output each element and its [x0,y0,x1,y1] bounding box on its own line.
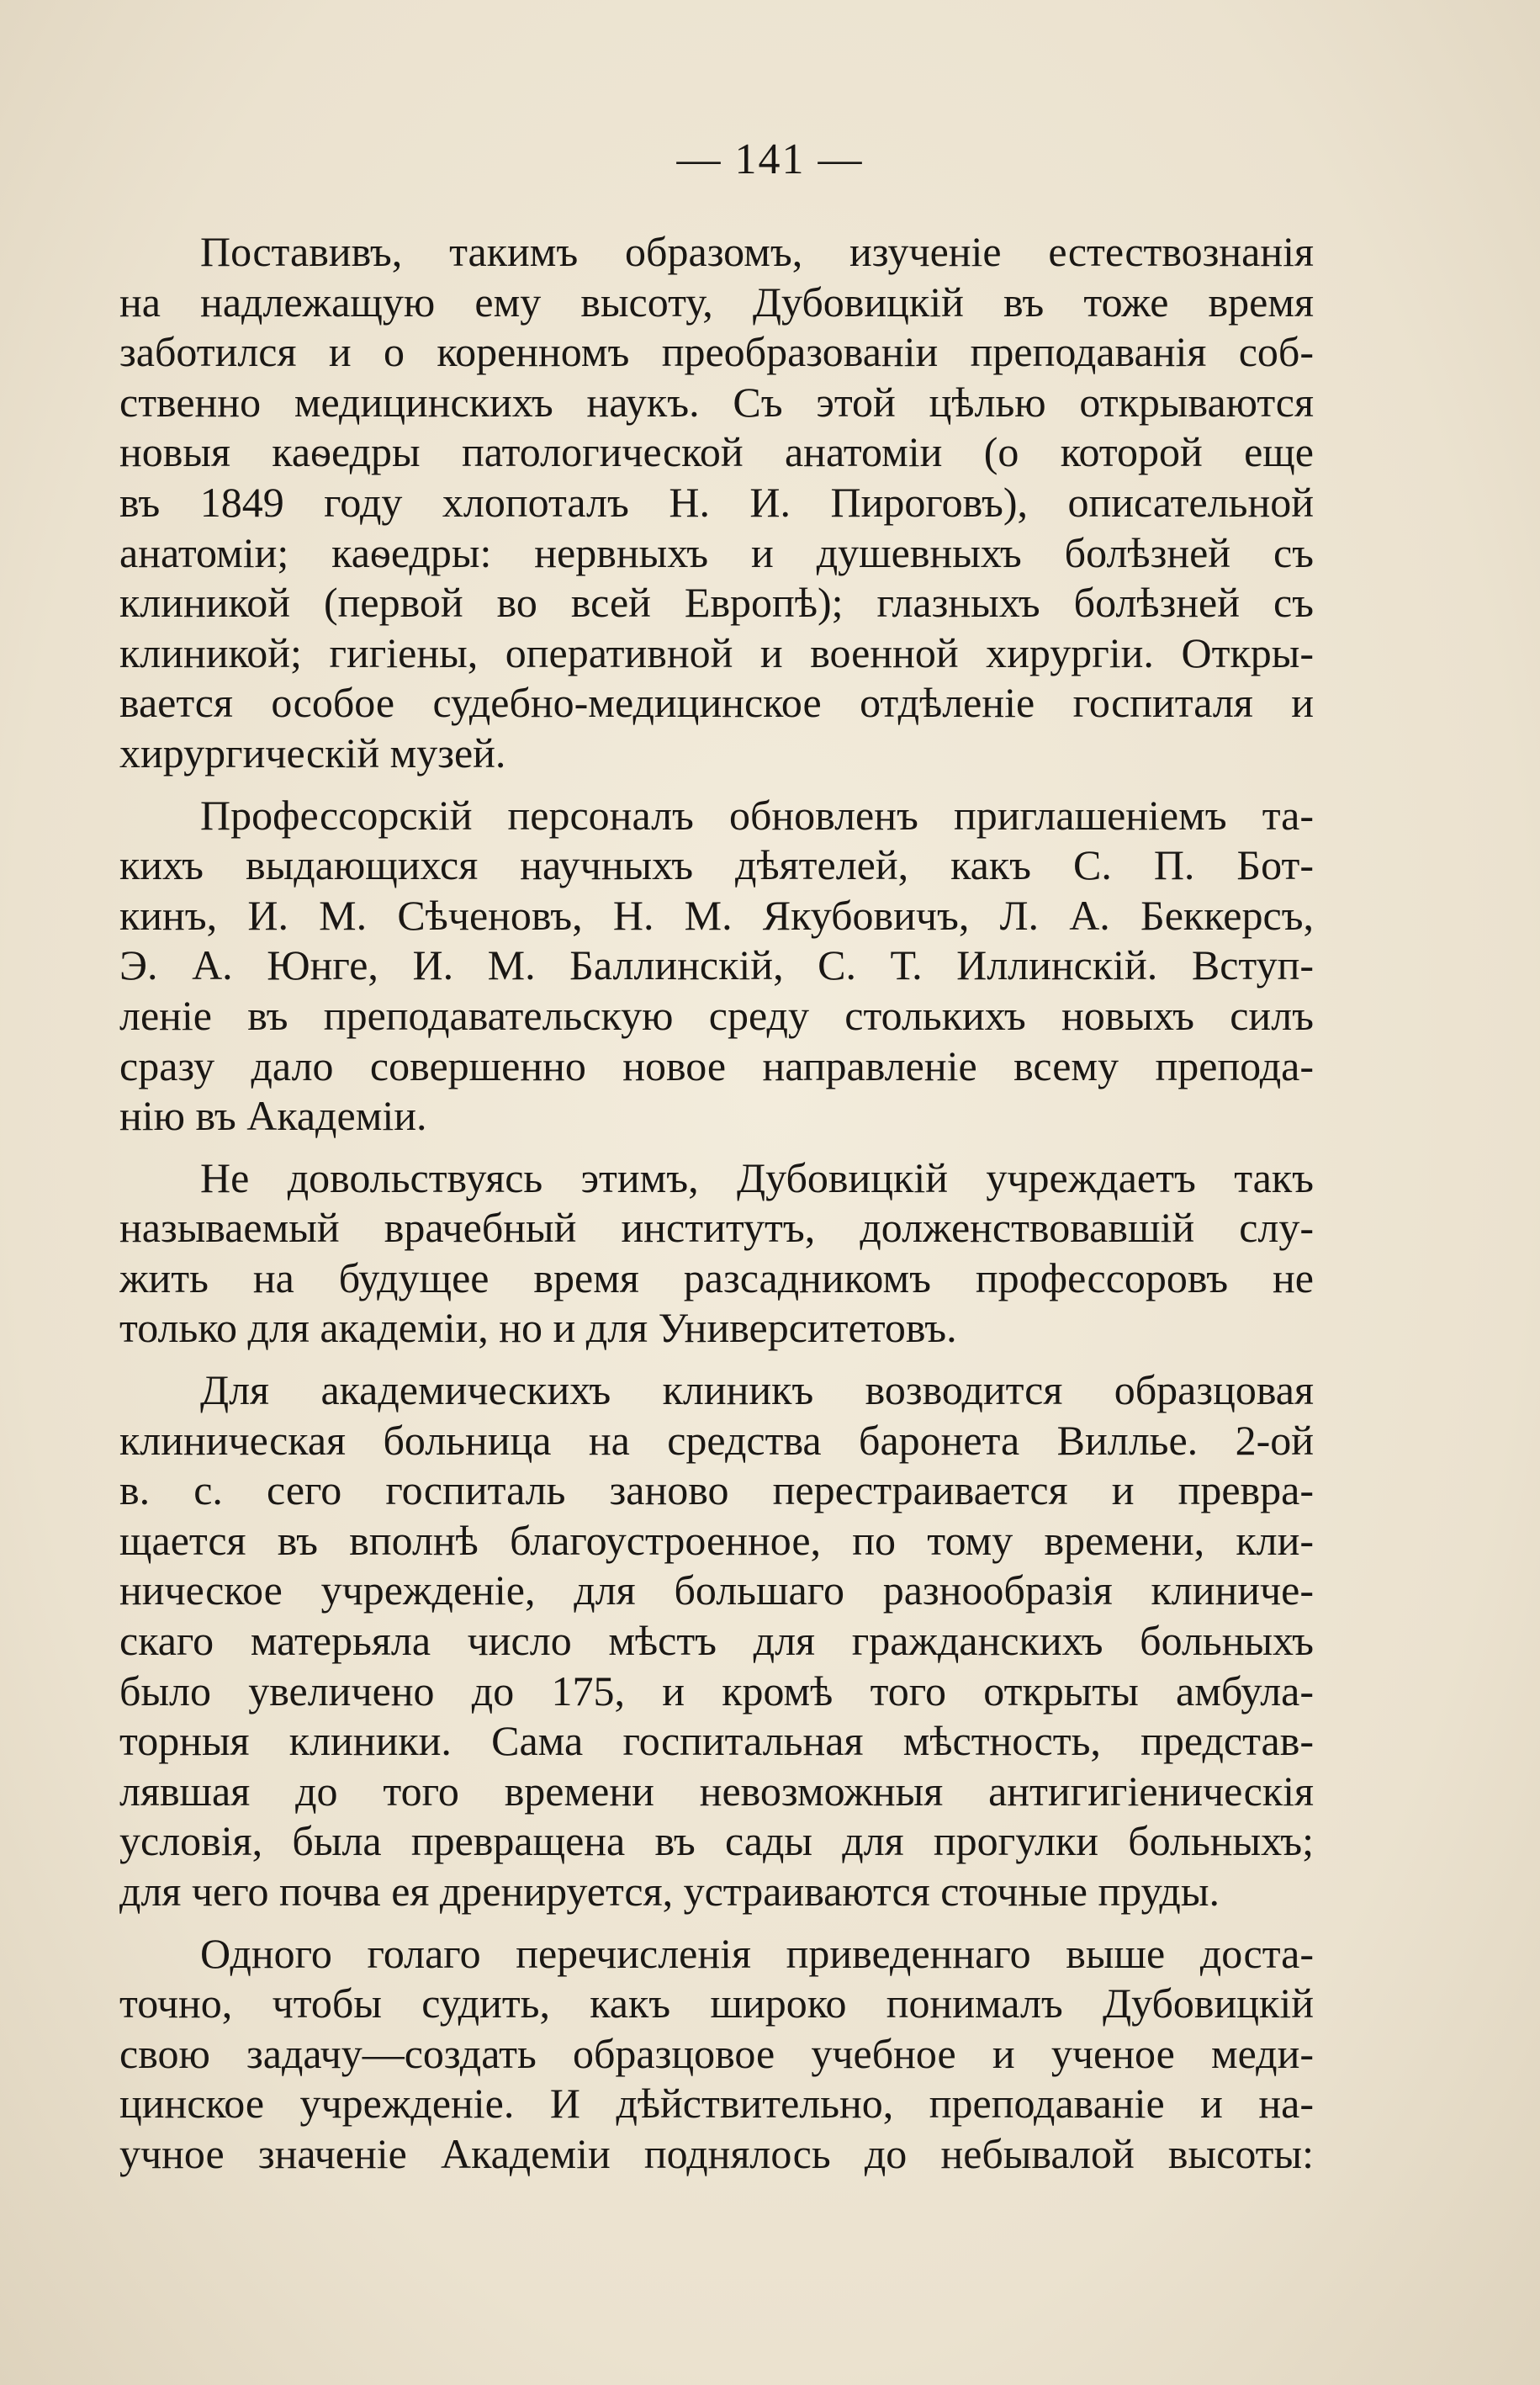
text-line: хирургическій музей. [119,729,506,776]
text-line: лявшая до того времени невозможныя антигигіеническія [119,1767,1314,1815]
text-line: точно, чтобы судить, какъ широко понималъ Дубовицкій [119,1980,1314,2027]
text-line: щается въ вполнѣ благоустроенное, по тому времени, кли- [119,1516,1314,1564]
text-line: для чего почва ея дренируется, устраиваются сточные пруды. [119,1868,1220,1915]
text-line: клиникой; гигіены, оперативной и военной хирургіи. Откры- [119,628,1314,676]
text-line: на надлежащую ему высоту, Дубовицкій въ тоже время [119,278,1314,326]
text-line: цинское учрежденіе. И дѣйствительно, преподаваніе и на- [119,2080,1314,2128]
text-line: в. с. сего госпиталь заново перестраивается и превра- [119,1466,1314,1514]
text-line: вается особое судебно-медицинское отдѣленіе госпиталя и [119,679,1314,727]
text-line: нію въ Академіи. [119,1092,427,1140]
text-line: Профессорскій персоналъ обновленъ приглашеніемъ та- [200,791,1314,839]
text-line: свою задачу—создать образцовое учебное и ученое меди- [119,2029,1314,2077]
text-line: кинъ, И. М. Сѣченовъ, Н. М. Якубовичъ, Л. А. Беккерсъ, [119,891,1314,939]
text-line: Не довольствуясь этимъ, Дубовицкій учреждаетъ такъ [200,1153,1314,1201]
text-line: называемый врачебный институтъ, долженствовавшій слу- [119,1204,1314,1252]
text-line: Одного голаго перечисленія приведеннаго выше доста- [200,1929,1314,1977]
text-line: условія, была превращена въ сады для прогулки больныхъ; [119,1817,1314,1865]
text-line: клиникой (первой во всей Европѣ); глазныхъ болѣзней съ [119,579,1314,627]
text-line: леніе въ преподавательскую среду столькихъ новыхъ силъ [119,991,1314,1039]
text-line: заботился и о коренномъ преобразованіи преподаванія соб- [119,328,1314,376]
text-line: Э. А. Юнге, И. М. Баллинскій, С. Т. Иллинскій. Вступ- [119,941,1314,989]
text-line: ническое учрежденіе, для большаго разнообразія клиниче- [119,1566,1314,1614]
text-line: Поставивъ, такимъ образомъ, изученіе естествознанія [200,228,1314,275]
text-line: учное значеніе Академіи поднялось до небывалой высоты: [119,2129,1314,2177]
text-line: кихъ выдающихся научныхъ дѣятелей, какъ С. П. Бот- [119,841,1314,889]
text-line: ственно медицинскихъ наукъ. Съ этой цѣлью открываются [119,378,1314,426]
text-line: клиническая больница на средства баронета Виллье. 2-ой [119,1416,1314,1464]
page-number: — 141 — [676,135,864,183]
text-line: анатоміи; каѳедры: нервныхъ и душевныхъ болѣзней съ [119,528,1314,576]
text-line: Для академическихъ клиникъ возводится образцовая [200,1366,1314,1414]
text-line: только для академіи, но и для Университетовъ. [119,1304,957,1352]
text-line: сразу дало совершенно новое направленіе всему препода- [119,1041,1314,1089]
text-line: скаго матерьяла число мѣстъ для гражданскихъ больныхъ [119,1617,1314,1665]
text-line: жить на будущее время разсадникомъ профессоровъ не [119,1253,1314,1301]
text-line: въ 1849 году хлопоталъ Н. И. Пироговъ), описательной [119,478,1314,526]
text-line: торныя клиники. Сама госпитальная мѣстность, представ- [119,1717,1314,1765]
text-line: было увеличено до 175, и кромѣ того открыты амбула- [119,1667,1314,1715]
text-line: новыя каѳедры патологической анатоміи (о которой еще [119,428,1314,476]
body-text [119,227,1314,2180]
